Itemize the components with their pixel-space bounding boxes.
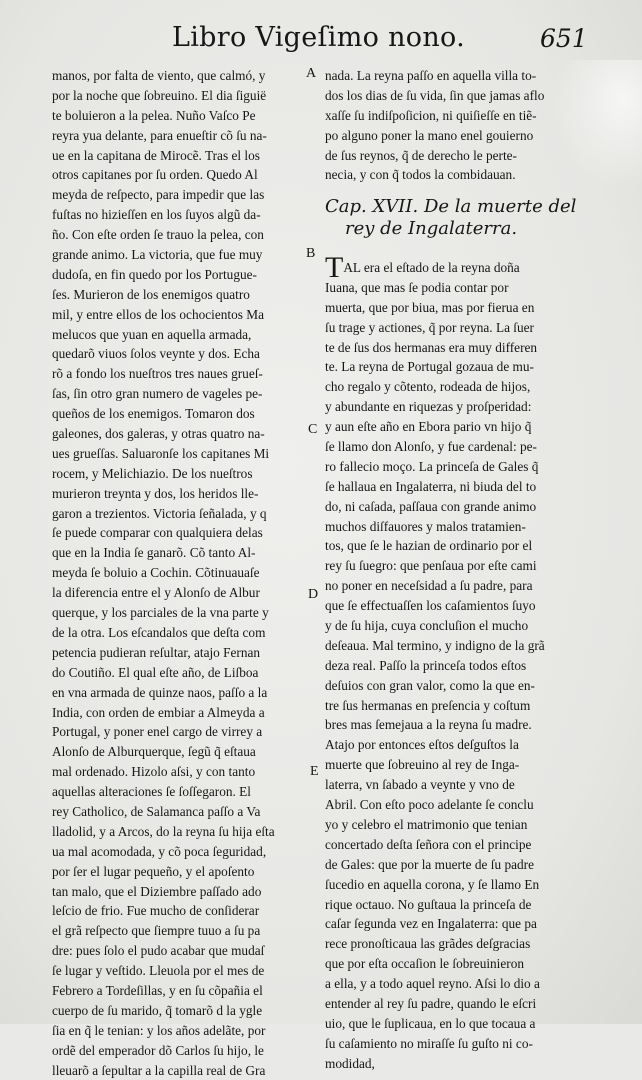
left-column-line: meyda ſe boluio a Cochin. Cõtinuauaſe	[52, 565, 260, 581]
left-column-line: dre: pues ſolo el pudo acabar que mudaſ	[52, 943, 265, 959]
right-column-body-line: concertado deſta ſeñora con el principe	[325, 836, 532, 852]
left-column-line: aquellas alteraciones ſe ſoſſegaron. El	[52, 784, 251, 800]
left-column-line: rocem, y Melichiazio. De los nueſtros	[52, 465, 253, 481]
left-column-line: ordẽ del emperador dõ Carlos ſu hijo, le	[52, 1042, 264, 1058]
left-column-line: quedarõ viuos ſolos veynte y dos. Echa	[52, 346, 260, 362]
right-column-body-line: ro fallecio moço. La princeſa de Gales q̃	[325, 458, 539, 474]
right-column-body-line: que ſe effectuaſſen los caſamientos ſuyo	[325, 598, 536, 614]
right-column-body-line: ſe llamo don Alonſo, y fue cardenal: pe-	[325, 439, 537, 455]
left-column-line: ſes. Murieron de los enemigos quatro	[52, 286, 250, 302]
right-column-body-line: muchos diſfauores y malos tratamien-	[325, 518, 526, 534]
right-column-top-line: dos los dias de ſu vida, ſin que jamas aflo	[325, 87, 545, 103]
right-column-body-line: rey ſu ſuegro: que penſaua por eſte cami	[325, 558, 537, 574]
right-column-body-line: que por eſta occaſion le ſobreuinieron	[325, 956, 525, 972]
right-column-body-line: tre ſus hermanas en preſencia y coſtum	[325, 697, 531, 713]
left-column-line: queños de los enemigos. Tomaron dos	[52, 406, 255, 422]
right-column-body-line	[325, 251, 583, 284]
left-column-line: grande animo. La victoria, que fue muy	[52, 247, 263, 263]
right-column-body-line: rique octauo. No guſtaua la princeſa de	[325, 896, 532, 912]
left-column-line: ſe lugar y veſtido. Lleuola por el mes de	[52, 963, 265, 979]
right-column-body-line: entender al rey ſu padre, quando le eſcri	[325, 995, 537, 1011]
left-column-line: India, con orden de embiar a Almeyda a	[52, 704, 265, 720]
right-column-body-line: no poner en neceſsidad a ſu padre, para	[325, 578, 533, 594]
right-column-body-line: rece pronoſticaua las grãdes deſgracias	[325, 936, 531, 952]
right-column-body-line: de Gales: que por la muerte de ſu padre	[325, 856, 534, 872]
left-column-line: ño. Con eſte orden ſe trauo la pelea, con	[52, 227, 264, 243]
left-column-line: galeones, dos galeras, y otras quatro na-	[52, 426, 265, 442]
drop-cap-rest: AL era el eſtado de la reyna doña	[343, 260, 520, 275]
left-column-line: ſia en q̃ le tenian: y los años adelãte, por	[52, 1022, 266, 1038]
margin-marker-e: E	[310, 764, 319, 779]
right-column-top	[325, 66, 583, 185]
left-column-line: por ſer el lugar pequeño, y el apoſento	[52, 863, 255, 879]
right-column-body-line: caſar ſegunda vez en Ingalaterra: que pa	[325, 916, 537, 932]
right-column-body-line: modidad,	[325, 1055, 375, 1071]
right-column-body-line: laterra, vn ſabado a veynte y vno de	[325, 777, 515, 793]
left-column-line: cuerpo de ſu marido, q̃ tomarõ d la ygle	[52, 1002, 263, 1018]
right-column-body-line: a ella, y a todo aquel reyno. Aſsi lo dio a	[325, 976, 540, 992]
margin-marker-c: C	[308, 422, 318, 437]
page-title: Libro Vigeſimo nono.	[172, 22, 465, 53]
right-column-body-line: deſeaua. Mal termino, y indigno de la grã	[325, 637, 545, 653]
right-column-body-line: ſu trage y actiones, q̃ por reyna. La ſuer	[325, 319, 534, 335]
right-column-body	[325, 251, 583, 1074]
right-column-body-line: cho regalo y cõtento, rodeada de hijos,	[325, 379, 531, 395]
left-column-line: garon a trezientos. Victoria ſeñalada, y q	[52, 505, 267, 521]
left-column-line: en vna armada de quinze naos, paſſo a la	[52, 684, 268, 700]
left-column-line: Alonſo de Alburquerque, ſegũ q̃ eſtaua	[52, 744, 256, 760]
left-column-line: rey Catholico, de Salamanca paſſo a Va	[52, 803, 261, 819]
left-column-line: leſcio de frio. Fue mucho de conſiderar	[52, 903, 260, 919]
left-column-line: melucos que yuan en aquella armada,	[52, 326, 252, 342]
left-column-line: el grã reſpecto que ſiempre tuuo a ſu pa	[52, 923, 261, 939]
left-column-line: mal ordenado. Hizolo aſsi, y con tanto	[52, 764, 256, 780]
right-column-body-line: y abundante en riquezas y proſperidad:	[325, 399, 532, 415]
left-column-line: manos, por falta de viento, que calmó, y	[52, 68, 266, 83]
left-column-line: te boluieron a la pelea. Nuño Vaſco Pe	[52, 107, 256, 123]
right-column-body-line: bres mas ſemejaua a la reyna ſu madre.	[325, 717, 532, 733]
right-column-body-line: muerte que ſobreuino al rey de Inga-	[325, 757, 520, 773]
margin-marker-a: A	[306, 66, 317, 81]
right-column-top-line: xaſſe ſu indiſpoſicion, ni quiſieſſe en tiẽ-	[325, 107, 537, 123]
chapter-heading	[325, 196, 583, 240]
right-column-body-line: Atajo por entonces eſtos deſguſtos la	[325, 737, 519, 753]
right-column-top-line: necia, y con q̃ todos la combidauan.	[325, 167, 516, 183]
left-column-line: ue en la capitana de Mirocẽ. Tras el los	[52, 147, 260, 163]
left-column-line: querque, y los parciales de la vna parte y	[52, 605, 269, 621]
running-head	[0, 22, 642, 62]
right-column-body-line: do, ni caſada, paſſaua con grande animo	[325, 498, 537, 514]
right-column-body-line: tos, que ſe le hazian de ordinario por el	[325, 538, 533, 554]
left-column-line: ues grueſſas. Saluaronſe los capitanes Mi	[52, 445, 270, 461]
left-column-line: tan malo, que el Diziembre paſſado ado	[52, 883, 262, 899]
left-column-line: lleuarõ a ſepultar a la capilla real de Gra	[52, 1062, 266, 1078]
right-column-body-line: ſucedio en aquella corona, y ſe llamo En	[325, 876, 540, 892]
right-column-body-line: deſuios con gran valor, como la que en-	[325, 677, 535, 693]
right-column-body-line: muerta, que por biua, mas por fierua en	[325, 299, 535, 315]
right-column-body-line: Abril. Con eſto poco adelante ſe conclu	[325, 797, 534, 813]
left-column-line: rõ a fondo los nueſtros tres naues grueſ-	[52, 366, 263, 382]
right-column-body-line: te de ſus dos hermanas era muy differen	[325, 339, 538, 355]
right-column-body-line: deza real. Paſſo la princeſa todos eſtos	[325, 657, 527, 673]
left-column-line: la diferencia entre el y Alonſo de Albur	[52, 585, 260, 601]
left-column-line: ſas, ſin otro gran numero de vageles pe-	[52, 386, 263, 402]
left-column-line: dudoſa, en fin quedo por los Portugue-	[52, 266, 257, 282]
left-column-line: do Coutiño. El qual eſte año, de Liſboa	[52, 664, 259, 680]
left-column-line: Febrero a Tordeſillas, y en ſu cõpañia el	[52, 982, 263, 998]
margin-marker-d: D	[308, 587, 319, 602]
left-column-line: meyda de reſpecto, para impedir que las	[52, 187, 265, 203]
left-column-line: que en la India ſe ganarõ. Cõ tanto Al-	[52, 545, 256, 561]
drop-cap: T	[325, 251, 344, 284]
left-column-line: fuſtas no hizieſſen en los ſuyos algũ da-	[52, 207, 261, 223]
right-column-body-line: Iuana, que mas ſe podia contar por	[325, 279, 509, 295]
right-column-body-line: uio, que le ſuplicaua, en lo que tocaua a	[325, 1015, 536, 1031]
right-column-body-line: ſu caſamiento no miraſſe ſu guſto ni co-	[325, 1035, 533, 1051]
right-column-body-line: y aun eſte año en Ebora pario vn hijo q̃	[325, 419, 532, 435]
left-column-line: ua mal acomodada, y cõ poca ſeguridad,	[52, 843, 267, 859]
left-column-line: mil, y entre ellos de los ochocientos Ma	[52, 306, 264, 322]
left-column-line: Portugal, y poner enel cargo de virrey a	[52, 724, 263, 740]
left-column-line: lladolid, y a Arcos, do la reyna ſu hija eſta	[52, 823, 275, 839]
left-column-line: murieron treynta y dos, los heridos lle-	[52, 485, 259, 501]
left-column-line: ſe puede comparar con qualquiera delas	[52, 525, 263, 541]
left-column	[52, 66, 304, 1080]
left-column-line: por la noche que ſobreuino. El dia ſiguië	[52, 87, 267, 103]
left-column-line: reyra yua delante, para enueſtir cõ ſu na-	[52, 127, 267, 143]
left-column-line: otros capitanes por ſu orden. Quedo Al	[52, 167, 258, 183]
left-column-line: de la otra. Los eſcandalos que deſta com	[52, 624, 266, 640]
left-column-line: petencia pudieran reſultar, atajo Fernan	[52, 644, 261, 660]
margin-marker-b: B	[306, 246, 316, 261]
right-column-body-line: te. La reyna de Portugal gozaua de mu-	[325, 359, 534, 375]
right-column-body-line: y de ſu hija, cuya concluſion el mucho	[325, 618, 529, 634]
page-number: 651	[540, 24, 588, 53]
right-column-body-line: ſe hallaua en Ingalaterra, ni biuda del to	[325, 478, 537, 494]
chapter-heading-line-1: Cap. XVII. De la muerte del	[325, 196, 577, 217]
right-column-top-line: po alguno poner la mano enel gouierno	[325, 127, 534, 143]
chapter-heading-line-2: rey de Ingalaterra.	[345, 218, 518, 239]
right-column-top-line: de ſus reynos, q̃ de derecho le perte-	[325, 147, 517, 163]
right-column-body-line: yo y celebro el matrimonio que tenian	[325, 816, 528, 832]
right-column-top-line: nada. La reyna paſſo en aquella villa to-	[325, 68, 537, 83]
